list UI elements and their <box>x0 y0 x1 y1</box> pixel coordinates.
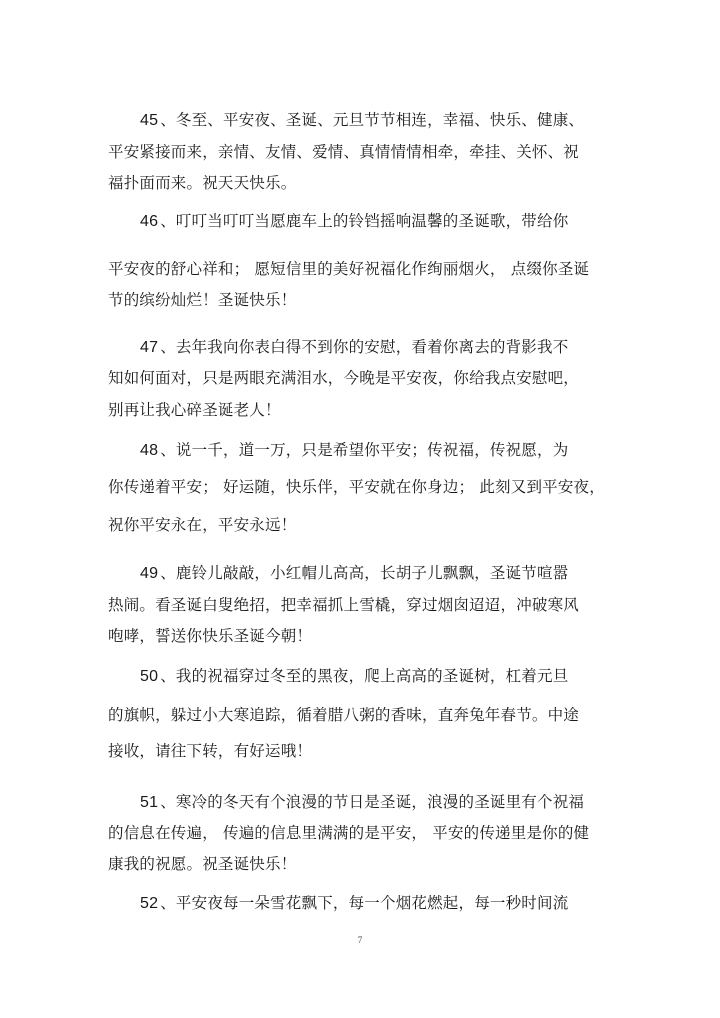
paragraph-text: 、说一千，道一万，只是希望你平安；传祝福，传祝愿，为 <box>160 441 569 459</box>
paragraph-50-line-1 <box>140 666 568 687</box>
paragraph-49-line-3: 咆哮，誓送你快乐圣诞今朝！ <box>108 627 313 645</box>
paragraph-text: 、鹿铃儿敲敲，小红帽儿高高，长胡子儿飘飘，圣诞节喧嚣 <box>160 564 569 582</box>
paragraph-51-line-1 <box>140 792 584 813</box>
paragraph-51-line-3: 康我的祝愿。祝圣诞快乐！ <box>108 855 297 873</box>
paragraph-text: 、冬至、平安夜、圣诞、元旦节节相连，幸福、快乐、健康、 <box>160 111 585 129</box>
paragraph-48-line-2: 你传递着平安； 好运随，快乐伴，平安就在你身边； 此刻又到平安夜， <box>108 478 605 496</box>
paragraph-49-line-2: 热闹。看圣诞白叟绝招，把幸福抓上雪橇，穿过烟囱迢迢，冲破寒风 <box>108 596 580 614</box>
paragraph-number: 52 <box>140 895 159 912</box>
paragraph-46-line-1 <box>140 211 568 232</box>
paragraph-45-line-1 <box>140 110 584 131</box>
paragraph-45-line-3: 福扑面而来。祝天天快乐。 <box>108 174 297 192</box>
paragraph-number: 49 <box>140 565 159 582</box>
paragraph-50-line-3: 接收，请往下转，有好运哦！ <box>108 742 313 760</box>
paragraph-text: 、寒冷的冬天有个浪漫的节日是圣诞，浪漫的圣诞里有个祝福 <box>160 793 585 811</box>
paragraph-number: 45 <box>140 112 159 129</box>
paragraph-text: 、平安夜每一朵雪花飘下，每一个烟花燃起，每一秒时间流 <box>160 894 569 912</box>
paragraph-52-line-1 <box>140 893 568 914</box>
paragraph-number: 50 <box>140 668 159 685</box>
paragraph-46-line-3: 节的缤纷灿烂！圣诞快乐！ <box>108 291 297 309</box>
paragraph-number: 46 <box>140 213 159 230</box>
paragraph-number: 47 <box>140 339 159 356</box>
paragraph-49-line-1 <box>140 563 568 584</box>
paragraph-51-line-2: 的信息在传遍， 传遍的信息里满满的是平安， 平安的传递里是你的健 <box>108 824 590 842</box>
paragraph-number: 51 <box>140 794 159 811</box>
page-number: 7 <box>357 935 363 945</box>
paragraph-47-line-1 <box>140 337 568 358</box>
paragraph-text: 、我的祝福穿过冬至的黑夜，爬上高高的圣诞树，杠着元旦 <box>160 667 569 685</box>
paragraph-text: 、去年我向你表白得不到你的安慰，看着你离去的背影我不 <box>160 338 569 356</box>
paragraph-46-line-2: 平安夜的舒心祥和； 愿短信里的美好祝福化作绚丽烟火， 点缀你圣诞 <box>108 260 590 278</box>
paragraph-48-line-3: 祝你平安永在，平安永远！ <box>108 516 297 534</box>
paragraph-45-line-2: 平安紧接而来，亲情、友情、爱情、真情情情相牵，牵挂、关怀、祝 <box>108 143 580 161</box>
paragraph-47-line-3: 别再让我心碎圣诞老人！ <box>108 401 281 419</box>
paragraph-number: 48 <box>140 442 159 459</box>
paragraph-47-line-2: 知如何面对，只是两眼充满泪水，今晚是平安夜，你给我点安慰吧， <box>108 369 580 387</box>
paragraph-text: 、叮叮当叮叮当愿鹿车上的铃铛摇响温馨的圣诞歌，带给你 <box>160 212 569 230</box>
paragraph-50-line-2: 的旗帜，躲过小大寒追踪，循着腊八粥的香味，直奔兔年春节。中途 <box>108 706 580 724</box>
paragraph-48-line-1 <box>140 440 568 461</box>
